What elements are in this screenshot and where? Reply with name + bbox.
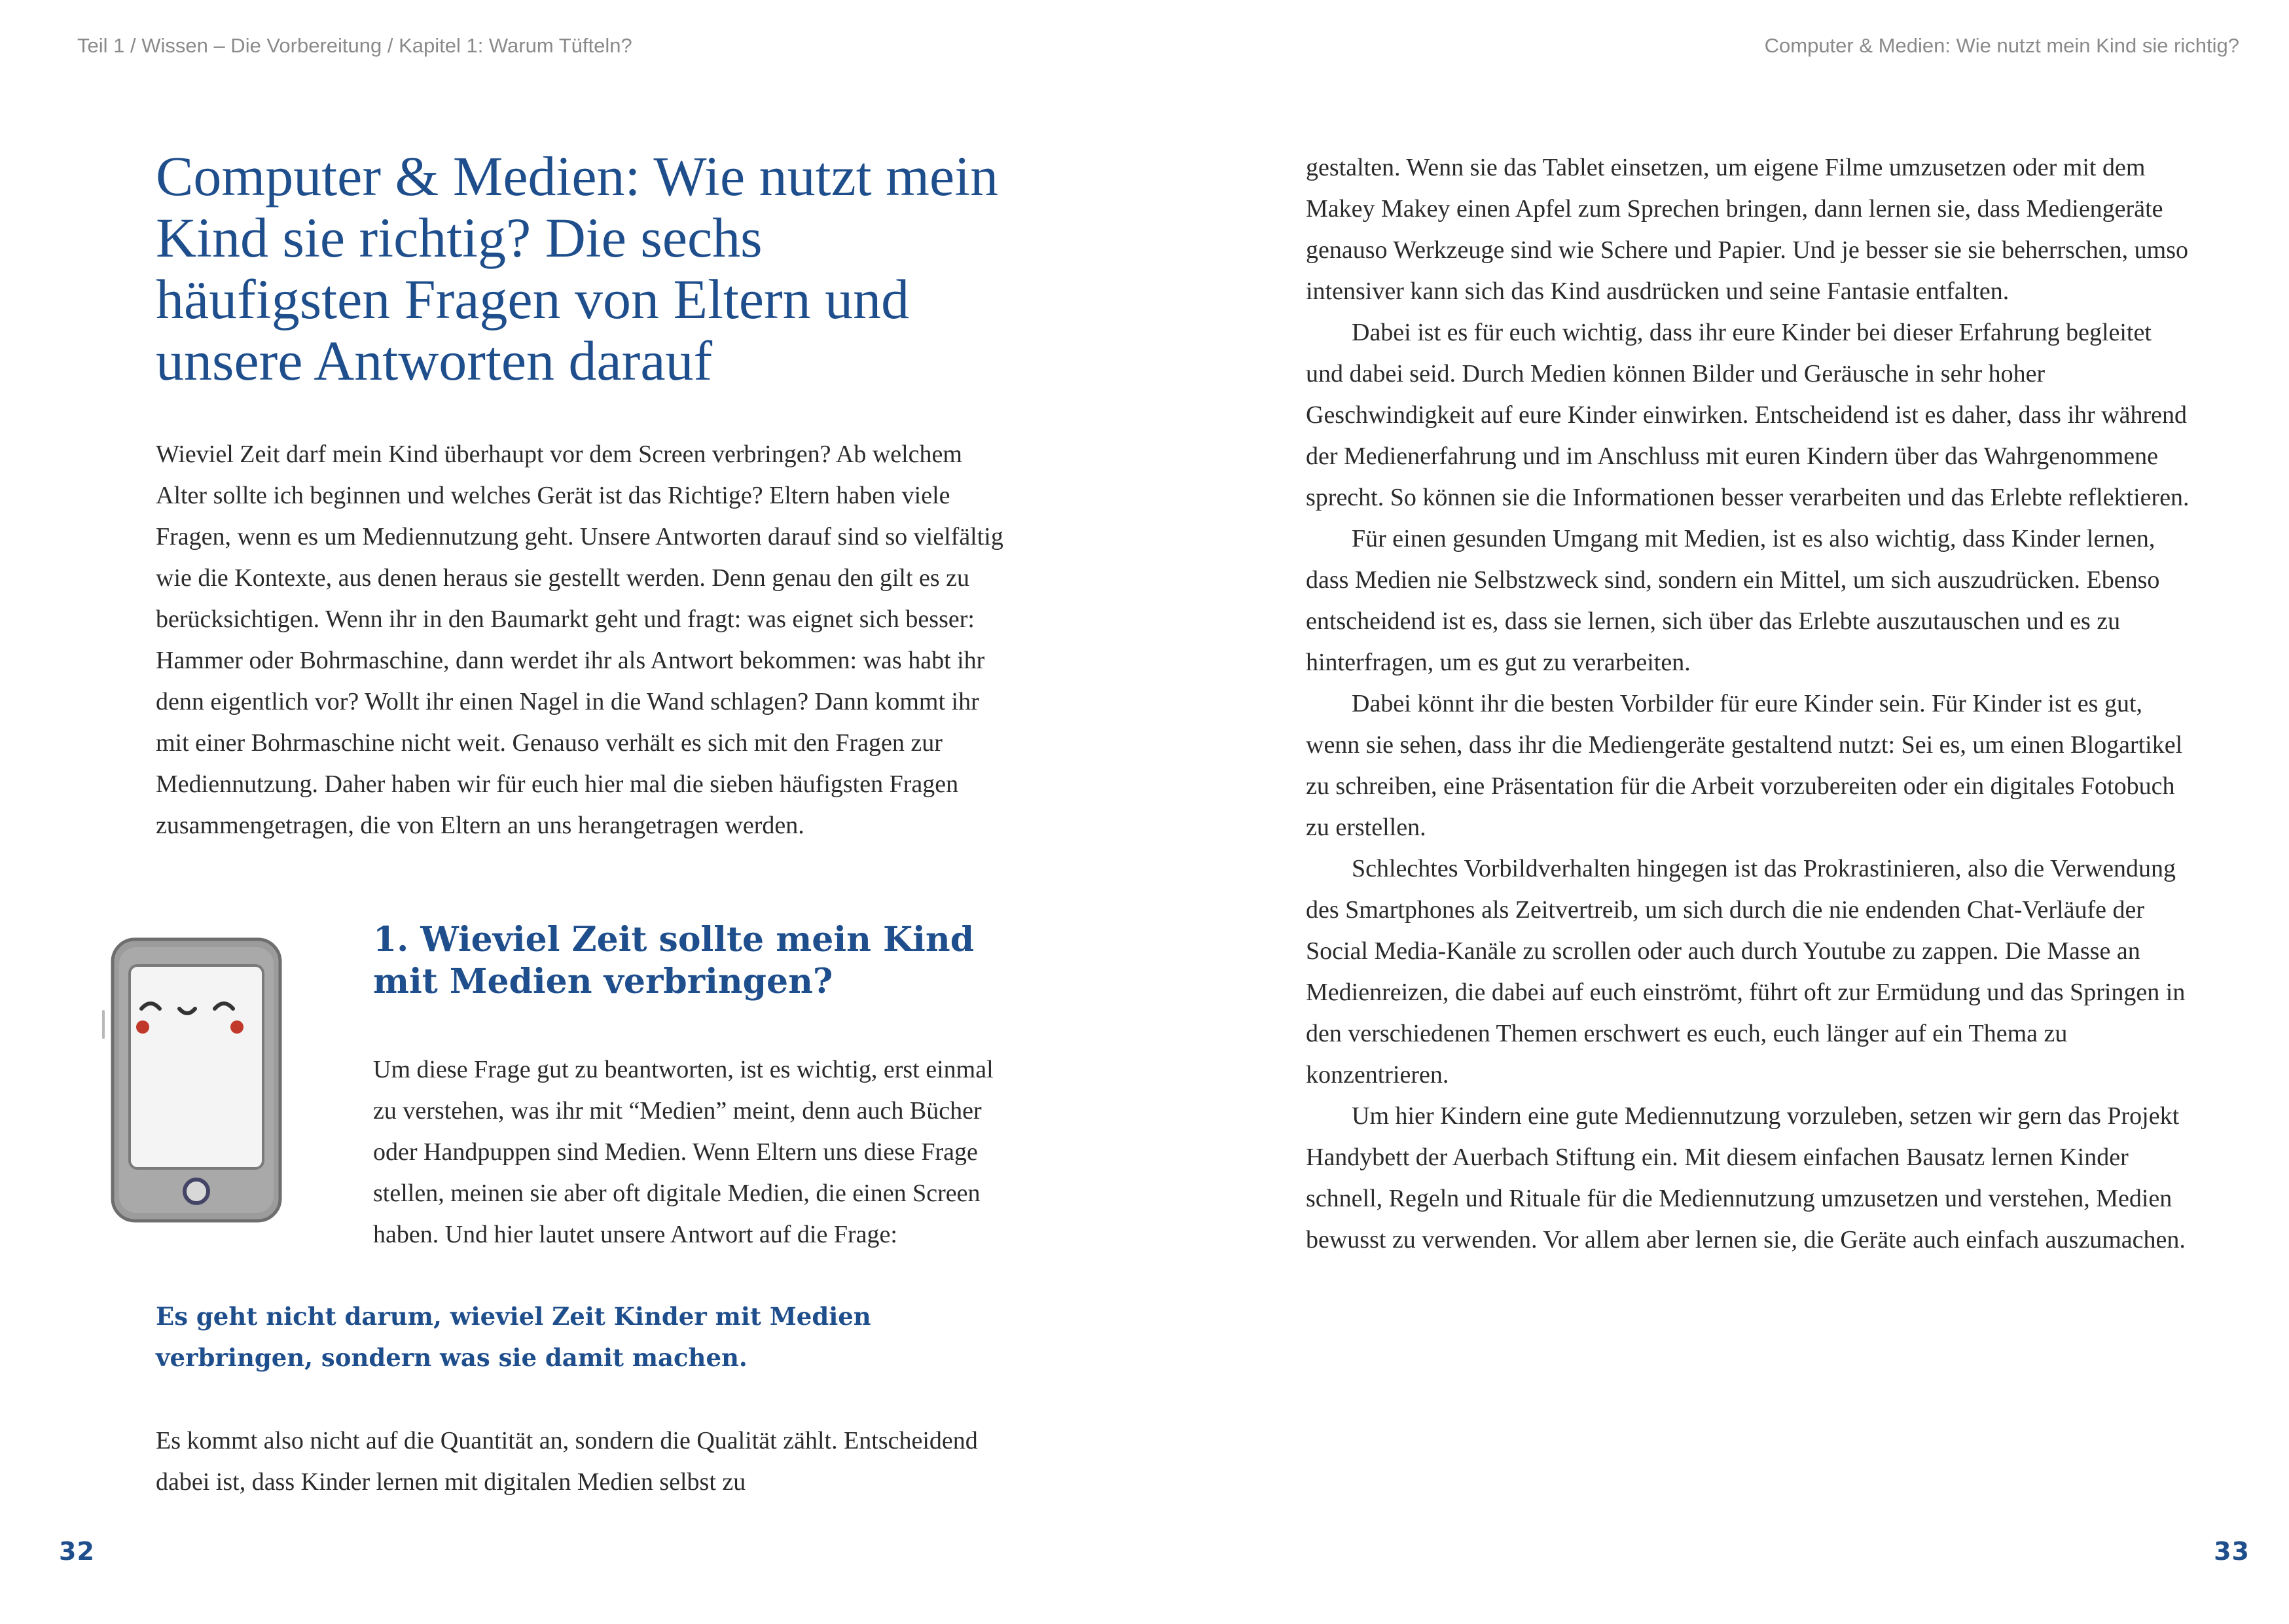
- running-head-left: Teil 1 / Wissen – Die Vorbereitung / Kapitel 1: Warum Tüfteln?: [77, 34, 632, 57]
- section-heading: 1. Wieviel Zeit sollte mein Kind mit Medien verbringen?: [373, 920, 975, 1001]
- section-body: [373, 1049, 1001, 1255]
- highlight-callout: Es geht nicht darum, wieviel Zeit Kinder mit Medien verbringen, sondern was sie damit machen.: [156, 1302, 871, 1372]
- page-number-right: 33: [2214, 1537, 2250, 1566]
- smiling-smartphone-icon: [98, 933, 295, 1227]
- paragraph: gestalten. Wenn sie das Tablet einsetzen, um eigene Filme umzusetzen oder mit dem Makey Makey einen Apfel zum Sprechen bringen, dann lernen sie, dass Mediengeräte genauso Werkzeuge sind wie Schere und Papier. Und je besser sie sie beherrschen, umso intensiver kann sich das Kind ausdrücken und seine Fantasie entfalten.: [1306, 154, 2189, 305]
- right-column-text: [1306, 147, 2190, 1261]
- paragraph: Um hier Kindern eine gute Mediennutzung vorzuleben, setzen wir gern das Projekt Handybett der Auerbach Stiftung ein. Mit diesem einfachen Bausatz lernen Kinder schnell, Regeln und Rituale für die Mediennutzung umzusetzen und verstehen, Medien bewusst zu verwenden. Vor allem aber lernen sie, die Geräte auch einfach auszumachen.: [1306, 1102, 2186, 1254]
- intro-paragraph: [156, 434, 1007, 846]
- paragraph: Dabei ist es für euch wichtig, dass ihr eure Kinder bei dieser Erfahrung begleitet und dabei seid. Durch Medien können Bilder und Geräusche in sehr hoher Geschwindigkeit auf eure Kinder einwirken. Entscheidend ist es daher, dass ihr während der Medienerfahrung und im Anschluss mit euren Kindern über das Wahrgenommene sprecht. So können sie die Informationen besser verarbeiten und das Erlebte reflektieren.: [1306, 319, 2190, 511]
- page-number-left: 32: [59, 1537, 95, 1566]
- paragraph: Dabei könnt ihr die besten Vorbilder für eure Kinder sein. Für Kinder ist es gut, wenn sie sehen, dass ihr die Mediengeräte gestaltend nutzt: Sei es, um einen Blogartikel zu schreiben, eine Präsentation für die Arbeit vorzubereiten oder ein digitales Fotobuch zu erstellen.: [1306, 690, 2183, 841]
- left-page: [0, 0, 1144, 1624]
- after-callout-text: Es kommt also nicht auf die Quantität an, sondern die Qualität zählt. Entscheidend dabei ist, dass Kinder lernen mit digitalen Medien selbst zu: [156, 1427, 978, 1496]
- paragraph: Für einen gesunden Umgang mit Medien, ist es also wichtig, dass Kinder lernen, dass Medien nie Selbstzweck sind, sondern ein Mittel, um sich auszudrücken. Ebenso entscheidend ist es, dass sie lernen, sich über das Erlebte auszutauschen und es zu hinterfragen, um es gut zu verarbeiten.: [1306, 525, 2160, 676]
- chapter-title: Computer & Medien: Wie nutzt mein Kind sie richtig? Die sechs häufigsten Fragen von Eltern und unsere Antworten darauf: [156, 145, 999, 392]
- after-callout-paragraph: [156, 1420, 1007, 1503]
- running-head-right: Computer & Medien: Wie nutzt mein Kind sie richtig?: [1764, 34, 2239, 57]
- section-text: Um diese Frage gut zu beantworten, ist es wichtig, erst einmal zu verstehen, was ihr mit “Medien” meint, denn auch Bücher oder Handpuppen sind Medien. Wenn Eltern uns diese Frage stellen, meinen sie aber oft digitale Medien, die einen Screen haben. Und hier lautet unsere Antwort auf die Frage:: [373, 1056, 994, 1248]
- right-page: [1144, 0, 2289, 1624]
- intro-text: Wieviel Zeit darf mein Kind überhaupt vor dem Screen verbringen? Ab welchem Alter sollte ich beginnen und welches Gerät ist das Richtige? Eltern haben viele Fragen, wenn es um Mediennutzung geht. Unsere Antworten darauf sind so vielfältig wie die Kontexte, aus denen heraus sie gestellt werden. Denn genau den gilt es zu berücksichtigen. Wenn ihr in den Baumarkt geht und fragt: was eignet sich besser: Hammer oder Bohrmaschine, dann werdet ihr als Antwort bekommen: was habt ihr denn eigentlich vor? Wollt ihr einen Nagel in die Wand schlagen? Dann kommt ihr mit einer Bohrmaschine nicht weit. Genauso verhält es sich mit den Fragen zur Mediennutzung. Daher haben wir für euch hier mal die sieben häufigsten Fragen zusammengetragen, die von Eltern an uns herangetragen werden.: [156, 441, 1003, 839]
- paragraph: Schlechtes Vorbildverhalten hingegen ist das Prokrastinieren, also die Verwendung des Smartphones als Zeitvertreib, um sich durch die nie endenden Chat-Verläufe der Social Media-Kanäle zu scrollen oder auch durch Youtube zu zappen. Die Masse an Medienreizen, die dabei auf euch einströmt, führt oft zur Ermüdung und das Springen in den verschiedenen Themen erschwert es euch, euch länger auf ein Thema zu konzentrieren.: [1306, 855, 2186, 1089]
